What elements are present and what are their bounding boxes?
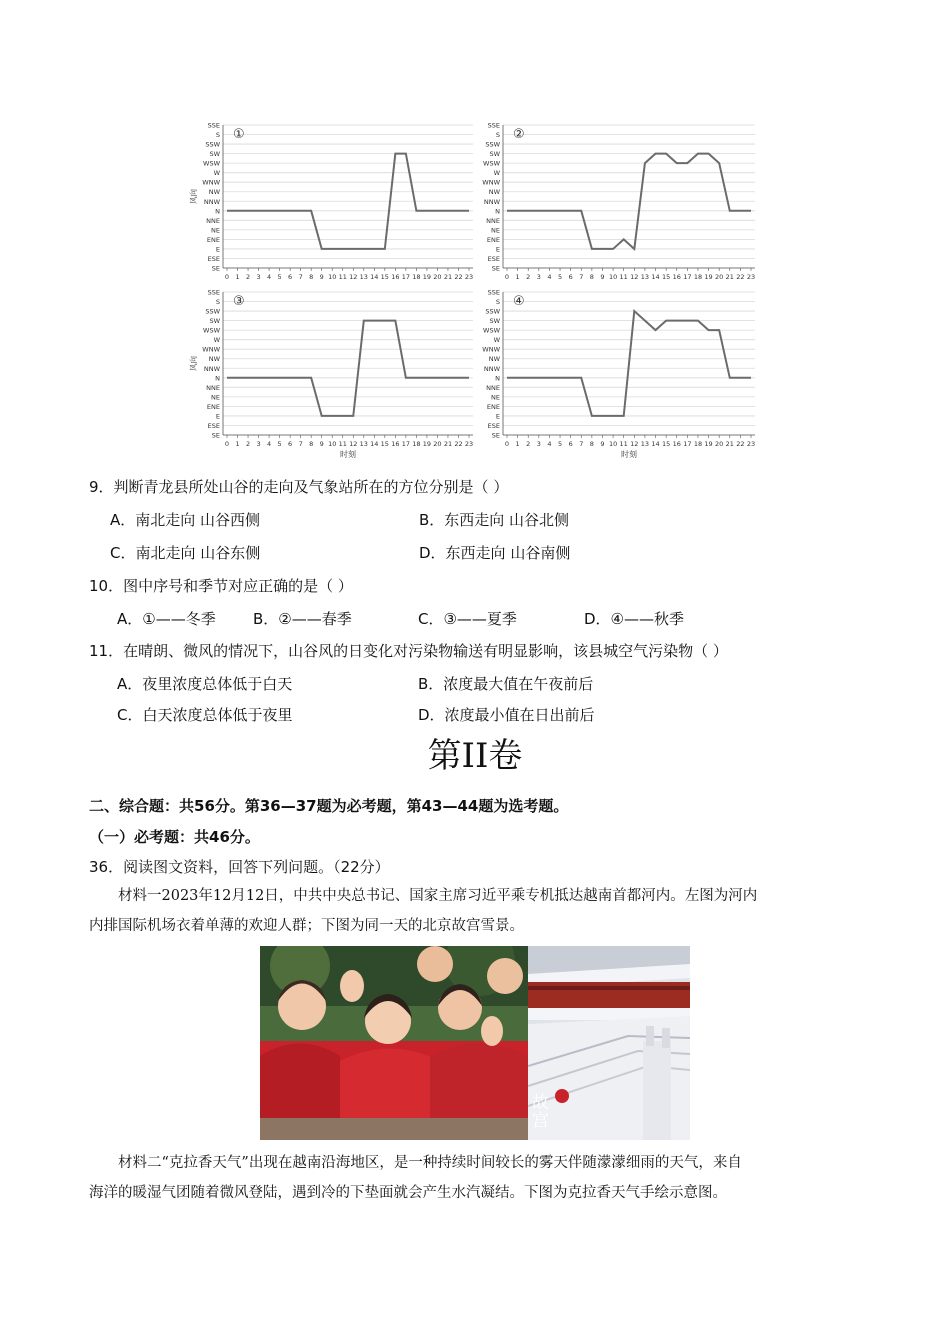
x-tick-label: 14 xyxy=(651,440,660,448)
x-tick-label: 5 xyxy=(277,273,282,281)
x-tick-label: 0 xyxy=(504,440,510,448)
y-axis-title: 风向 xyxy=(189,189,198,204)
y-tick-label: WNW xyxy=(482,345,500,354)
x-tick-label: 8 xyxy=(309,440,314,448)
x-tick-label: 21 xyxy=(443,273,453,281)
x-tick-label: 5 xyxy=(277,440,282,448)
q10-option-d[interactable]: D．④——秋季 xyxy=(584,610,684,628)
x-tick-label: 16 xyxy=(672,440,681,448)
y-tick-label: NW xyxy=(488,188,500,197)
x-tick-label: 6 xyxy=(288,440,293,448)
y-tick-label: SW xyxy=(489,150,500,159)
x-tick-label: 13 xyxy=(359,440,368,448)
q10-option-c[interactable]: C．③——夏季 xyxy=(418,610,517,628)
y-tick-label: ESE xyxy=(487,254,500,263)
section-subheading: （一）必考题：共46分。 xyxy=(89,828,260,846)
x-tick-label: 4 xyxy=(547,273,552,281)
q9-option-b[interactable]: B．东西走向 山谷北侧 xyxy=(419,511,570,529)
x-tick-label: 10 xyxy=(608,273,618,281)
x-tick-label: 7 xyxy=(298,440,303,448)
x-tick-label: 10 xyxy=(608,440,618,448)
x-tick-label: 21 xyxy=(725,440,734,448)
x-tick-label: 1 xyxy=(515,273,520,281)
x-tick-label: 17 xyxy=(401,440,411,448)
x-tick-label: 5 xyxy=(557,440,563,448)
x-tick-label: 11 xyxy=(338,440,347,448)
x-tick-label: 20 xyxy=(715,440,724,448)
y-tick-label: ENE xyxy=(206,235,220,244)
y-tick-label: S xyxy=(495,131,500,140)
y-tick-label: SE xyxy=(491,431,500,440)
question-36-stem: 36．阅读图文资料，回答下列问题。（22分） xyxy=(89,858,390,876)
x-tick-label: 9 xyxy=(319,440,324,448)
x-tick-label: 15 xyxy=(661,273,671,281)
y-tick-label: ESE xyxy=(207,421,220,430)
x-tick-label: 23 xyxy=(746,440,756,448)
y-tick-label: WNW xyxy=(202,345,220,354)
panel-label: ④ xyxy=(513,294,525,309)
x-tick-label: 16 xyxy=(391,273,400,281)
x-tick-label: 13 xyxy=(640,440,650,448)
q11-option-d[interactable]: D．浓度最小值在日出前后 xyxy=(418,706,595,724)
x-tick-label: 14 xyxy=(370,273,379,281)
x-tick-label: 22 xyxy=(454,440,463,448)
section-heading: 二、综合题：共56分。第36—37题为必考题，第43—44题为选考题。 xyxy=(89,797,569,815)
forbidden-city-snow-photo xyxy=(528,946,690,1140)
y-tick-label: SW xyxy=(209,317,220,326)
y-tick-label: N xyxy=(215,374,220,383)
x-tick-label: 1 xyxy=(235,273,240,281)
x-tick-label: 6 xyxy=(568,440,573,448)
q11-option-c[interactable]: C．白天浓度总体低于夜里 xyxy=(117,706,293,724)
x-tick-label: 23 xyxy=(464,273,474,281)
x-tick-label: 19 xyxy=(704,273,713,281)
material-1-line-1: 材料一2023年12月12日，中共中央总书记、国家主席习近平乘专机抵达越南首都河内。左图为河内 xyxy=(118,888,758,904)
y-tick-label: NE xyxy=(211,226,220,235)
wind-chart-panel-3 xyxy=(188,289,473,460)
y-tick-label: NNW xyxy=(203,197,220,206)
x-tick-label: 18 xyxy=(412,440,421,448)
y-tick-label: E xyxy=(215,412,220,421)
x-tick-label: 18 xyxy=(693,273,703,281)
x-tick-label: 6 xyxy=(568,273,573,281)
x-tick-label: 21 xyxy=(443,440,453,448)
y-tick-label: E xyxy=(495,412,500,421)
x-tick-label: 9 xyxy=(600,440,605,448)
x-tick-label: 14 xyxy=(370,440,379,448)
x-tick-label: 13 xyxy=(640,273,650,281)
x-tick-label: 2 xyxy=(526,273,531,281)
wind-direction-charts xyxy=(185,115,770,465)
x-tick-label: 10 xyxy=(328,440,337,448)
y-tick-label: S xyxy=(495,298,500,307)
y-tick-label: ENE xyxy=(486,235,500,244)
y-tick-label: SSE xyxy=(487,121,500,130)
y-tick-label: NNW xyxy=(203,364,220,373)
q10-option-b[interactable]: B．②——春季 xyxy=(253,610,352,628)
section-title: 第II卷 xyxy=(427,736,523,776)
x-axis-title: 时刻 xyxy=(621,450,637,459)
y-tick-label: NE xyxy=(211,393,220,402)
x-tick-label: 22 xyxy=(454,273,463,281)
x-tick-label: 17 xyxy=(683,440,692,448)
x-tick-label: 18 xyxy=(412,273,421,281)
x-tick-label: 12 xyxy=(349,273,358,281)
question-10-stem: 10．图中序号和季节对应正确的是（ ） xyxy=(89,577,353,595)
x-tick-label: 8 xyxy=(309,273,314,281)
y-tick-label: NE xyxy=(491,393,500,402)
wind-chart-panel-4 xyxy=(482,289,755,460)
x-tick-label: 10 xyxy=(328,273,337,281)
material-1-line-2: 内排国际机场衣着单薄的欢迎人群；下图为同一天的北京故宫雪景。 xyxy=(89,918,524,934)
x-tick-label: 7 xyxy=(298,273,303,281)
x-tick-label: 2 xyxy=(245,273,251,281)
y-tick-label: SW xyxy=(489,317,500,326)
x-tick-label: 2 xyxy=(245,440,251,448)
x-tick-label: 19 xyxy=(422,440,432,448)
x-tick-label: 7 xyxy=(579,273,584,281)
x-tick-label: 11 xyxy=(619,273,628,281)
panel-label: ① xyxy=(233,127,245,142)
x-tick-label: 17 xyxy=(401,273,411,281)
x-tick-label: 8 xyxy=(589,440,594,448)
x-axis-title: 时刻 xyxy=(340,450,356,459)
panel-label: ② xyxy=(513,127,525,142)
x-tick-label: 19 xyxy=(704,440,713,448)
y-tick-label: E xyxy=(495,245,500,254)
q9-option-c[interactable]: C．南北走向 山谷东侧 xyxy=(110,544,261,562)
wind-chart-panel-2 xyxy=(482,122,755,282)
q9-option-d[interactable]: D．东西走向 山谷南侧 xyxy=(419,544,571,562)
x-tick-label: 23 xyxy=(746,273,756,281)
x-tick-label: 3 xyxy=(536,273,541,281)
y-tick-label: SE xyxy=(211,264,220,273)
x-tick-label: 11 xyxy=(619,440,628,448)
photo-watermark: 故宫 xyxy=(532,1093,549,1131)
x-tick-label: 7 xyxy=(579,440,584,448)
y-tick-label: N xyxy=(495,374,500,383)
y-tick-label: NW xyxy=(208,188,220,197)
x-tick-label: 12 xyxy=(349,440,358,448)
y-tick-label: NE xyxy=(491,226,500,235)
material-2-line-2: 海洋的暖湿气团随着微风登陆，遇到冷的下垫面就会产生水汽凝结。下图为克拉香天气手绘示意图。 xyxy=(89,1185,727,1201)
y-tick-label: N xyxy=(495,207,500,216)
x-tick-label: 2 xyxy=(526,440,531,448)
x-tick-label: 9 xyxy=(319,273,324,281)
x-tick-label: 22 xyxy=(736,440,745,448)
y-tick-label: WSW xyxy=(203,159,220,168)
x-tick-label: 6 xyxy=(288,273,293,281)
x-tick-label: 1 xyxy=(235,440,240,448)
x-tick-label: 19 xyxy=(422,273,432,281)
y-tick-label: NNE xyxy=(486,216,500,225)
x-tick-label: 15 xyxy=(661,440,671,448)
y-tick-label: NW xyxy=(208,355,220,364)
x-tick-label: 20 xyxy=(433,273,442,281)
y-tick-label: NNW xyxy=(483,364,500,373)
x-tick-label: 15 xyxy=(380,440,389,448)
x-tick-label: 12 xyxy=(630,273,639,281)
y-tick-label: SSW xyxy=(485,140,500,149)
y-tick-label: E xyxy=(215,245,220,254)
x-tick-label: 0 xyxy=(224,273,230,281)
x-tick-label: 22 xyxy=(736,273,745,281)
hanoi-welcome-photo xyxy=(260,946,528,1140)
y-tick-label: S xyxy=(215,298,220,307)
x-tick-label: 15 xyxy=(380,273,389,281)
y-tick-label: SE xyxy=(211,431,220,440)
y-tick-label: SSE xyxy=(207,288,220,297)
material-2-line-1: 材料二“克拉香天气”出现在越南沿海地区，是一种持续时间较长的雾天伴随濛濛细雨的天气，来自 xyxy=(118,1155,742,1171)
y-axis-title: 风向 xyxy=(189,356,198,371)
y-tick-label: NNW xyxy=(483,197,500,206)
x-tick-label: 4 xyxy=(267,273,272,281)
y-tick-label: ENE xyxy=(206,402,220,411)
y-tick-label: SE xyxy=(491,264,500,273)
x-tick-label: 5 xyxy=(557,273,563,281)
q10-option-a[interactable]: A．①——冬季 xyxy=(117,610,216,628)
y-tick-label: SSE xyxy=(207,121,220,130)
x-tick-label: 3 xyxy=(256,440,261,448)
q11-option-a[interactable]: A．夜里浓度总体低于白天 xyxy=(117,675,293,693)
x-tick-label: 18 xyxy=(693,440,703,448)
y-tick-label: SW xyxy=(209,150,220,159)
question-11-stem: 11．在晴朗、微风的情况下，山谷风的日变化对污染物输送有明显影响，该县城空气污染物（ ） xyxy=(89,642,728,660)
panel-label: ③ xyxy=(233,294,245,309)
y-tick-label: W xyxy=(493,336,500,345)
y-tick-label: ESE xyxy=(487,421,500,430)
y-tick-label: WSW xyxy=(203,326,220,335)
y-tick-label: WSW xyxy=(483,159,500,168)
x-tick-label: 13 xyxy=(359,273,368,281)
x-tick-label: 11 xyxy=(338,273,347,281)
x-tick-label: 1 xyxy=(515,440,520,448)
q11-option-b[interactable]: B．浓度最大值在午夜前后 xyxy=(418,675,594,693)
y-tick-label: NNE xyxy=(206,383,220,392)
y-tick-label: WSW xyxy=(483,326,500,335)
y-tick-label: WNW xyxy=(482,178,500,187)
x-tick-label: 17 xyxy=(683,273,692,281)
y-tick-label: NNE xyxy=(486,383,500,392)
x-tick-label: 8 xyxy=(589,273,594,281)
x-tick-label: 4 xyxy=(547,440,552,448)
x-tick-label: 20 xyxy=(715,273,724,281)
y-tick-label: W xyxy=(493,169,500,178)
y-tick-label: SSW xyxy=(205,307,220,316)
x-tick-label: 14 xyxy=(651,273,660,281)
y-tick-label: NNE xyxy=(206,216,220,225)
x-tick-label: 12 xyxy=(630,440,639,448)
x-tick-label: 16 xyxy=(672,273,681,281)
x-tick-label: 20 xyxy=(433,440,442,448)
x-tick-label: 9 xyxy=(600,273,605,281)
y-tick-label: SSW xyxy=(485,307,500,316)
x-tick-label: 4 xyxy=(267,440,272,448)
q9-option-a[interactable]: A．南北走向 山谷西侧 xyxy=(110,511,261,529)
x-tick-label: 21 xyxy=(725,273,734,281)
y-tick-label: N xyxy=(215,207,220,216)
x-tick-label: 16 xyxy=(391,440,400,448)
question-9-stem: 9．判断青龙县所处山谷的走向及气象站所在的方位分别是（ ） xyxy=(89,478,509,496)
y-tick-label: S xyxy=(215,131,220,140)
y-tick-label: WNW xyxy=(202,178,220,187)
y-tick-label: SSW xyxy=(205,140,220,149)
x-tick-label: 23 xyxy=(464,440,474,448)
y-tick-label: W xyxy=(213,169,220,178)
y-tick-label: ESE xyxy=(207,254,220,263)
x-tick-label: 0 xyxy=(224,440,230,448)
y-tick-label: NW xyxy=(488,355,500,364)
y-tick-label: W xyxy=(213,336,220,345)
wind-chart-panel-1 xyxy=(188,122,473,282)
x-tick-label: 3 xyxy=(536,440,541,448)
wind-series-line xyxy=(507,311,751,416)
y-tick-label: SSE xyxy=(487,288,500,297)
x-tick-label: 3 xyxy=(256,273,261,281)
y-tick-label: ENE xyxy=(486,402,500,411)
x-tick-label: 0 xyxy=(504,273,510,281)
